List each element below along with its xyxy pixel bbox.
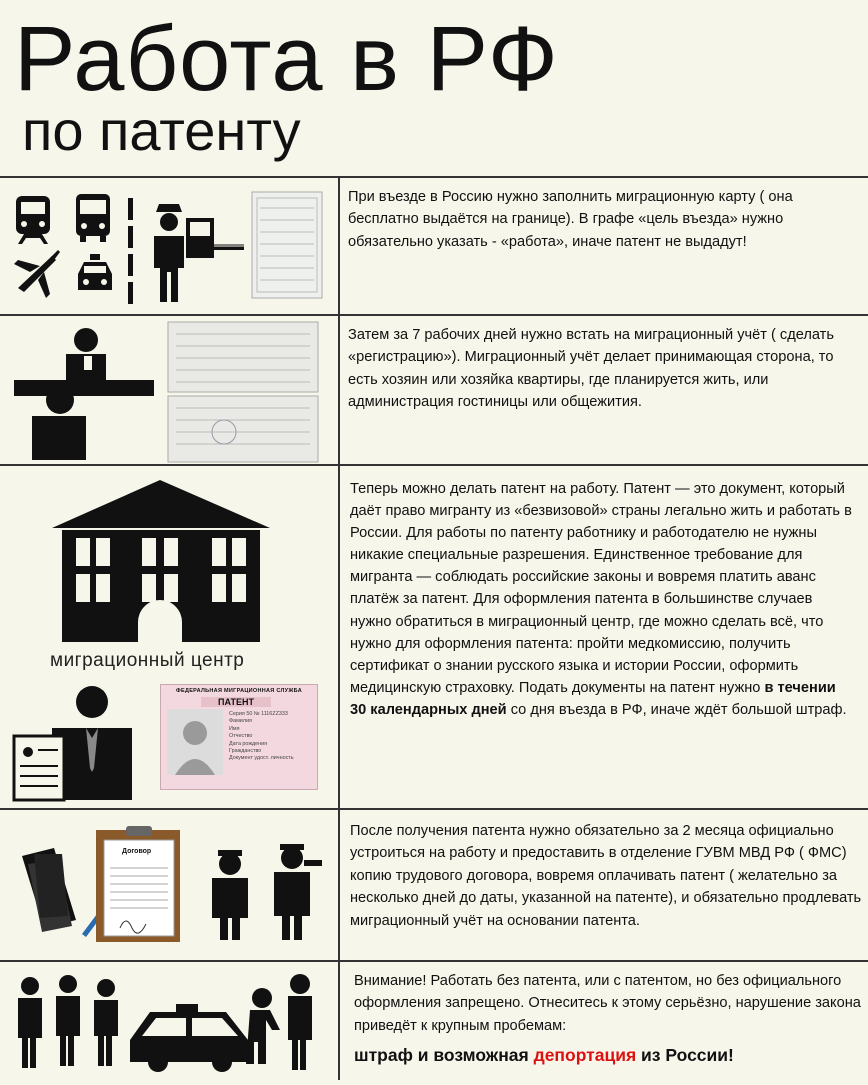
divider [338, 810, 340, 962]
divider [338, 466, 340, 810]
patent-card-image [160, 684, 318, 790]
patent-card-title: ПАТЕНТ [201, 697, 271, 707]
patent-field: Серия 50 № 1116ZZ333 [229, 711, 288, 717]
final-warning-end: из России! [636, 1045, 734, 1065]
train-icon [16, 196, 50, 244]
workers-icon [212, 844, 322, 940]
registration-form-icon [168, 322, 318, 462]
deadline-highlight: в течении 30 календарных дней [350, 679, 836, 718]
patent-card-header: ФЕДЕРАЛЬНАЯ МИГРАЦИОННАЯ СЛУЖБА [176, 688, 302, 694]
section-registration-text: Затем за 7 рабочих дней нужно встать на миграционный учёт ( сделать «регистрацию»). Миграционный учёт делает принимающая сторона, то есть хозяин или хозяйка квартиры, где планируется жить, или администрация гостиницы или общежития. [348, 327, 834, 411]
divider [338, 316, 340, 466]
patent-field: Документ удост. личность [229, 755, 294, 762]
section-patent-text-start: Теперь можно делать патент на работу. Патент — это документ, который даёт право мигранту из «безвизовой» страны легально жить и работать в России. Для работы по патенту работнику и работодателю не нужны никакие специальные разрешения. Единственное требование для мигранта — соблюдать российские законы и вовремя платить аванс платёж за патент. Для оформления патента в большинстве случаев нужно обратиться в миграционный центр, где можно сделать всё, что нужно для оформления патента: пройти медкомиссию, получить сертификат о знании русского языка и истории России, оформить медицинскую страховку. Подать документы на патент нужно [350, 481, 852, 696]
police-officers-icon [18, 975, 118, 1068]
section-registration-illustration [0, 316, 338, 466]
building-icon [52, 480, 270, 642]
section-patent-text-end: со дня въезда в РФ, иначе ждёт большой штраф. [506, 701, 847, 718]
section-warning [0, 960, 868, 1080]
airplane-icon [14, 250, 60, 298]
arrest-icon [246, 974, 312, 1070]
section-warning-illustration [0, 962, 338, 1080]
migration-card-icon [252, 192, 322, 298]
patent-field: Дата рождения [229, 740, 268, 747]
final-warning [354, 1045, 734, 1066]
section-patent-text [350, 478, 856, 721]
bus-icon [76, 194, 110, 242]
section-entry-illustration [0, 178, 338, 316]
section-employment-illustration [0, 810, 338, 962]
contract-clipboard-icon [96, 826, 180, 942]
border-guard-icon [154, 204, 244, 302]
section-employment-text: После получения патента нужно обязательно за 2 месяца официально устроиться на работу и предоставить в отделение ГУВМ МВД РФ ( ФМС) копию трудового договора, вовремя оплачивать патент ( желательно за несколько дней до даты, указанной на патенте), и обязательно продлевать миграционный учёт на основании патента. [350, 823, 862, 929]
contract-label: Договор [122, 848, 152, 855]
application-form-icon [14, 736, 64, 800]
page-subtitle: по патенту [22, 99, 301, 162]
section-patent [0, 464, 868, 810]
divider [338, 178, 340, 316]
photo-placeholder [167, 709, 223, 775]
page-title: Работа в РФ [14, 8, 559, 110]
section-employment [0, 808, 868, 962]
migration-center-label: миграционный центр [50, 650, 245, 671]
divider [338, 962, 340, 1080]
patent-field: Отчество [229, 733, 253, 740]
patent-card-fields [229, 711, 294, 763]
header [0, 0, 868, 176]
final-warning-start: штраф и возможная [354, 1045, 534, 1065]
section-entry-text: При въезде в Россию нужно заполнить миграционную карту ( она бесплатно выдаётся на границе). В графе «цель въезда» нужно обязательно указать - «работа», иначе патент не выдадут! [348, 189, 793, 250]
taxi-icon [78, 254, 112, 290]
registration-clerk-icon [14, 328, 154, 460]
deportation-highlight: депортация [533, 1045, 637, 1065]
police-car-icon [130, 1004, 248, 1072]
divider-dashes [128, 198, 133, 304]
section-entry [0, 176, 868, 316]
documents-stack-icon [22, 848, 76, 932]
patent-field: Имя [229, 725, 240, 732]
section-registration [0, 314, 868, 466]
patent-field: Гражданство [229, 748, 262, 755]
section-warning-text: Внимание! Работать без патента, или с патентом, но без официального оформления запрещено. Отнеситесь к этому серьёзно, нарушение закона приведёт к крупным пробемам: [354, 973, 861, 1034]
patent-field: Фамилия [229, 718, 252, 725]
section-patent-illustration [0, 466, 338, 810]
